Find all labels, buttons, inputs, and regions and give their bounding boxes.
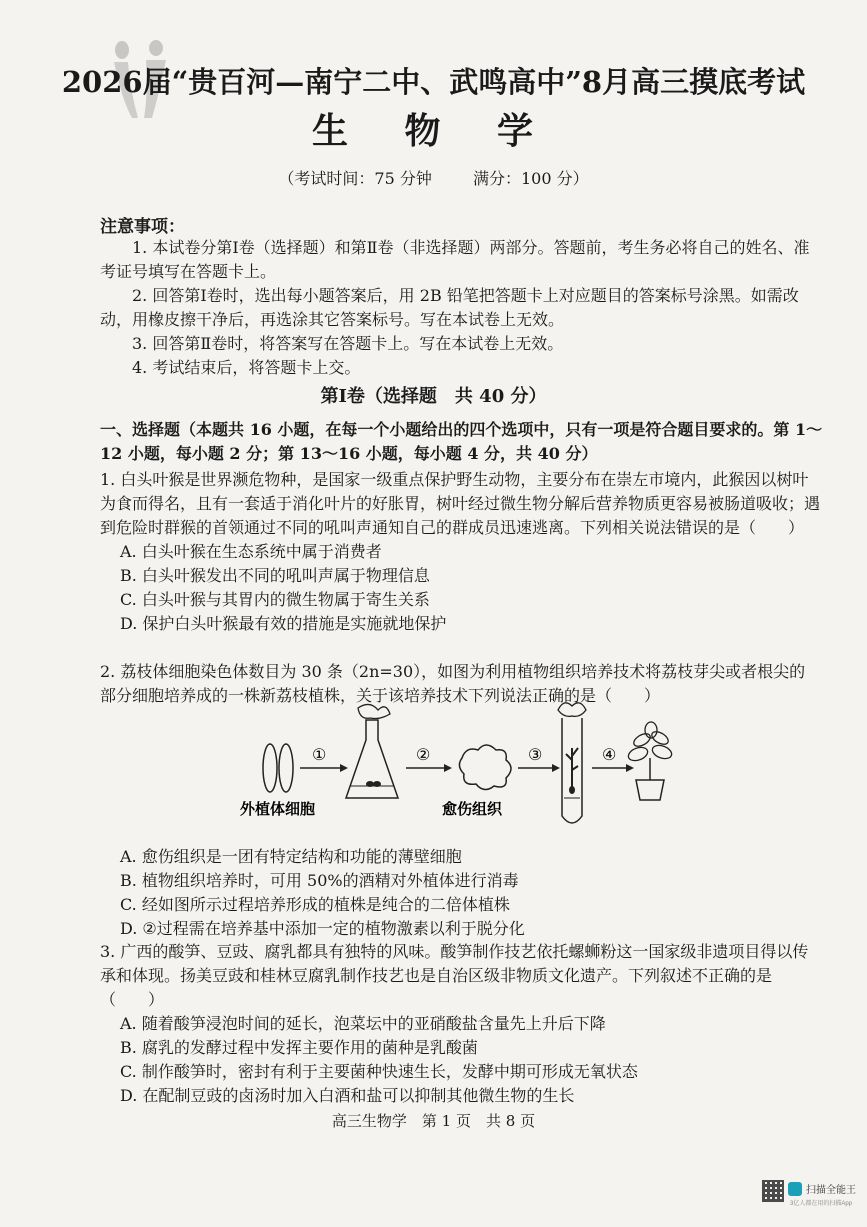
scanner-sub: 3亿人都在用的扫描App: [790, 1201, 853, 1207]
tissue-culture-diagram: [230, 698, 690, 833]
scanner-label: 扫描全能王: [806, 1185, 856, 1196]
step-2-label: ②: [416, 745, 431, 764]
note-item: 2. 回答第Ⅰ卷时，选出每小题答案后，用 2B 铅笔把答题卡上对应题目的答案标号涂黑。如需改动，用橡皮擦干净后，再选涂其它答案标号。写在本试卷上无效。: [100, 286, 799, 329]
question-2-options: [100, 845, 820, 941]
step-1-label: ①: [312, 745, 327, 764]
exam-title: 2026届“贵百河—南宁二中、武鸣高中”8月高三摸底考试: [61, 65, 806, 99]
question-stem: 1. 白头叶猴是世界濒危物种，是国家一级重点保护野生动物，主要分布在崇左市境内，此猴因以树叶为食而得名，且有一套适于消化叶片的好胀胃，树叶经过微生物分解后营养物质更容易被肠道吸收；遇到危险时群猴的首领通过不同的吼叫声通知自己的群成员迅速逃离。下列相关说法错误的是（ ）: [100, 470, 821, 537]
question-stem: 2. 荔枝体细胞染色体数目为 30 条（2n=30），如图为利用植物组织培养技术将荔枝芽尖或者根尖的部分细胞培养成的一株新荔枝植株，关于该培养技术下列说法正确的是（ ）: [100, 662, 806, 705]
page-footer: 高三生物学 第 1 页 共 8 页: [331, 1112, 536, 1130]
exam-time: （考试时间：75 分钟: [278, 169, 432, 188]
option-c: C. 白头叶猴与其胃内的微生物属于寄生关系: [120, 590, 430, 609]
notes-list: [100, 236, 810, 380]
note-item: 3. 回答第Ⅱ卷时，将答案写在答题卡上。写在本试卷上无效。: [132, 334, 564, 353]
subject-title: 生 物 学: [311, 110, 556, 152]
callus-icon: [459, 745, 511, 790]
explant-label: 外植体细胞: [240, 800, 316, 818]
option-c: C. 制作酸笋时，密封有利于主要菌种快速生长，发酵中期可形成无氧状态: [120, 1062, 638, 1081]
callus-label: 愈伤组织: [442, 800, 503, 818]
option-d: D. 保护白头叶猴最有效的措施是实施就地保护: [120, 614, 447, 633]
step-4-label: ④: [602, 745, 617, 764]
option-a: A. 随着酸笋浸泡时间的延长，泡菜坛中的亚硝酸盐含量先上升后下降: [120, 1014, 606, 1033]
step-3-label: ③: [528, 745, 543, 764]
note-item: 1. 本试卷分第Ⅰ卷（选择题）和第Ⅱ卷（非选择题）两部分。答题前，考生务必将自己的姓名、准考证号填写在答题卡上。: [100, 238, 810, 281]
option-d: D. ②过程需在培养基中添加一定的植物激素以利于脱分化: [120, 919, 525, 938]
option-b: B. 腐乳的发酵过程中发挥主要作用的菌种是乳酸菌: [120, 1038, 478, 1057]
culture-flask-icon: [346, 704, 398, 798]
option-a: A. 愈伤组织是一团有特定结构和功能的薄壁细胞: [120, 847, 462, 866]
question-stem: 3. 广西的酸笋、豆豉、腐乳都具有独特的风味。酸笋制作技艺依托螺蛳粉这一国家级非遗项目得以传承和体现。扬美豆豉和桂林豆腐乳制作技艺也是自治区级非物质文化遗产。下列叙述不正确的是（ ）: [100, 942, 809, 1009]
option-d: D. 在配制豆豉的卤汤时加入白酒和盐可以抑制其他微生物的生长: [120, 1086, 575, 1105]
option-c: C. 经如图所示过程培养形成的植株是纯合的二倍体植株: [120, 895, 510, 914]
full-score: 满分：100 分）: [472, 169, 589, 188]
explant-cells-icon: [263, 744, 293, 792]
section-title: 第Ⅰ卷（选择题 共 40 分）: [320, 386, 547, 407]
exam-info: [0, 166, 867, 189]
section-instruction: 一、选择题（本题共 16 小题，在每一个小题给出的四个选项中，只有一项是符合题目要求的。第 1～12 小题，每小题 2 分；第 13～16 小题，每小题 4 分，共 40 分）: [100, 420, 823, 463]
note-item: 4. 考试结束后，将答题卡上交。: [132, 358, 361, 377]
qr-code-icon: [762, 1180, 784, 1202]
scanner-app-icon: [788, 1182, 802, 1196]
notes-title: 注意事项：: [100, 217, 185, 237]
question-3: [100, 940, 820, 1108]
option-b: B. 植物组织培养时，可用 50%的酒精对外植体进行消毒: [120, 871, 519, 890]
potted-plant-icon: [627, 722, 674, 800]
question-1: [100, 468, 820, 636]
option-a: A. 白头叶猴在生态系统中属于消费者: [120, 542, 382, 561]
test-tube-icon: [558, 703, 586, 823]
option-b: B. 白头叶猴发出不同的吼叫声属于物理信息: [120, 566, 430, 585]
